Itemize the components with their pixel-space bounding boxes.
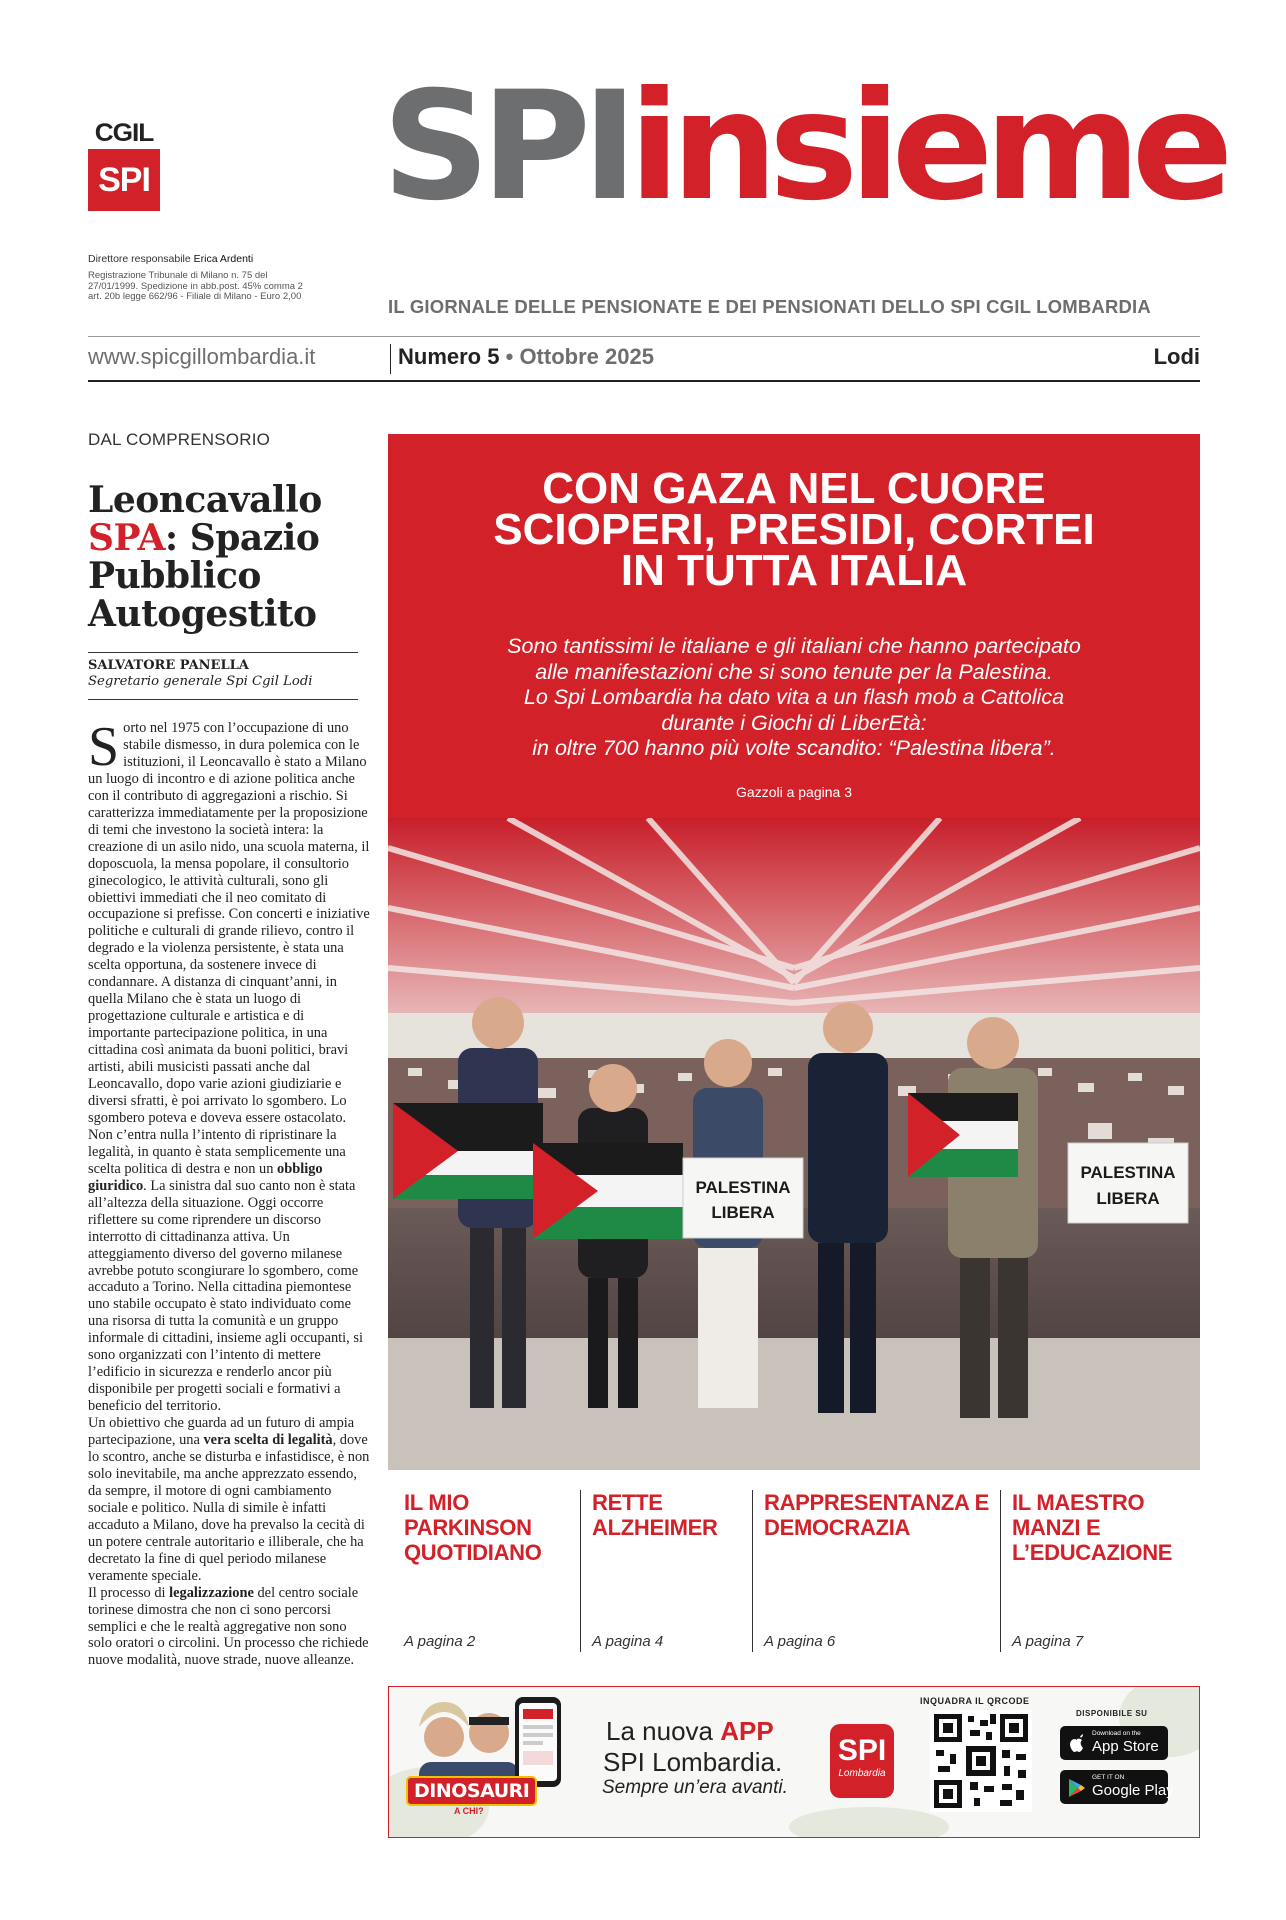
dinosauri-subtitle: A CHI?	[454, 1806, 484, 1816]
ad-headline-text: La nuova	[606, 1716, 713, 1746]
feature-sub-line: Lo Spi Lombardia ha dato vita a un flash mob a Cattolica	[523, 685, 1065, 709]
article-body	[88, 716, 370, 1669]
top-divider	[88, 336, 1200, 337]
googleplay-big-text: Google Play	[1092, 1782, 1174, 1799]
teaser-manzi[interactable]	[1012, 1490, 1200, 1652]
sign-text: PALESTINA	[695, 1178, 791, 1197]
issue-number: Numero 5	[398, 344, 500, 369]
body-text-3: Un obiettivo che guarda ad un futuro di ampia partecipazione, una	[88, 1415, 355, 1449]
spi-lombardia-app-icon	[830, 1724, 894, 1798]
teaser-divider	[1000, 1490, 1001, 1652]
google-play-button[interactable]	[1060, 1770, 1174, 1804]
issue-info	[398, 344, 654, 370]
ad-slogan: Sempre un’era avanti.	[602, 1777, 788, 1798]
edition-city: Lodi	[1153, 344, 1200, 369]
palestine-flag-right	[908, 1093, 1018, 1177]
teaser-title: IL MIO PARKINSON QUOTIDIANO	[404, 1490, 542, 1565]
feature-title-line: IN TUTTA ITALIA	[620, 546, 968, 595]
body-text-2: . La sinistra dal suo canto non è stata all’altezza della situazione. Oggi occorre riflettere su come riprendere un discorso interrotto di cittadinanza attiva. Un atteggiamento diverso del governo milanese avrebbe potuto scongiurare lo sgombero, come accaduto a Torino. Nella cittadina piemontese uno stabile occupato è stato individuato come una risorsa di tutta la comunità e un gruppo informale di cittadini, insieme agli occupanti, si sono organizzati con l’intento di mettere l’edificio in sicurezza e renderlo ancor più disponibile per progetti sociali e formativi a beneficio del territorio.	[88, 1177, 363, 1415]
feature-title-line: SCIOPERI, PRESIDI, CORTEI	[493, 505, 1095, 554]
article-headline	[88, 481, 378, 633]
author-rule-bottom	[88, 699, 358, 700]
title-spi: SPI	[382, 60, 629, 234]
feature-sub-line: durante i Giochi di LiberEtà:	[661, 710, 927, 735]
teaser-title: IL MAESTRO MANZI E L’EDUCAZIONE	[1012, 1490, 1173, 1565]
newspaper-title	[382, 60, 1225, 234]
body-bold-3: legalizzazione	[169, 1584, 254, 1601]
issue-date: Ottobre 2025	[519, 344, 654, 369]
logo-cgil-text: CGIL	[94, 119, 154, 147]
feature-sub-line: Sono tantissimi le italiane e gli italiani che hanno partecipato	[507, 634, 1081, 658]
headline-part2: : Spazio Pubblico Autogestito	[88, 517, 320, 635]
issue-separator	[390, 344, 391, 374]
tagline: IL GIORNALE DELLE PENSIONATE E DEI PENSIONATI DELLO SPI CGIL LOMBARDIA	[388, 296, 1151, 317]
body-text-5: Il processo di	[88, 1584, 166, 1601]
headline-red: SPA	[88, 517, 165, 559]
feature-title	[388, 464, 1200, 595]
appstore-big-text: App Store	[1092, 1738, 1159, 1755]
ad-app-name: SPI Lombardia.	[603, 1747, 783, 1777]
feature-photo	[388, 818, 1200, 1470]
teaser-title: RETTE ALZHEIMER	[592, 1490, 718, 1540]
director-label: Direttore responsabile	[88, 253, 191, 265]
body-text-1: orto nel 1975 con l’occupazione di uno stabile dismesso, in dura polemica con le istituzioni, il Leoncavallo è stato a Milano un luogo di incontro e di azione politica anche con il contributo di aggregazioni a rischio. Si caratterizza immediatamente per la proposizione di temi che investono la società intera: la creazione di un asilo nido, una scuola materna, il doposcuola, la mensa popolare, il consultorio ginecologico, le attività culturali, sono gli obiettivi immediati che il neo comitato di occupazione si prefisse. Con concerti e iniziative politiche e culturali di grande rilievo, contro il degrado e la violenza persistente, è stata una scelta opportuna, da sostenere invece di condannare. A distanza di cinquant’anni, in quella Milano che è stata un luogo di progettazione culturale e artistica e di importante partecipazione politica, in una cittadina così animata da buoni politici, bravi artisti, abili musicisti passati anche dal Leoncavallo, dopo varie azioni giudiziarie e diversi sfratti, è poi arrivato lo sgombero. Lo sgombero poteva e doveva essere ostacolato. Non c’entra nulla l’intento di ripristinare la legalità, in quanto è stata semplicemente una scelta politica di destra e non un	[88, 720, 370, 1177]
teaser-divider	[752, 1490, 753, 1652]
feature-subtitle	[388, 634, 1200, 762]
director-name: Erica Ardenti	[193, 253, 254, 265]
section-label: DAL COMPRENSORIO	[88, 430, 271, 449]
sign-text: PALESTINA	[1080, 1163, 1176, 1182]
body-bold-1: obbligo giuridico	[88, 1160, 323, 1194]
appstore-small-text: Download on the	[1092, 1730, 1141, 1737]
feature-sub-line: in oltre 700 hanno più volte scandito: “Palestina libera”.	[532, 736, 1056, 760]
teaser-page: A pagina 6	[764, 1633, 836, 1650]
qr-label: INQUADRA IL QRCODE	[920, 1696, 1030, 1706]
sign-text: LIBERA	[1096, 1189, 1160, 1208]
author-rule-top	[88, 652, 358, 653]
director-line	[88, 253, 253, 265]
drop-cap: S	[88, 716, 120, 778]
body-paragraph	[88, 1415, 370, 1585]
ad-headline	[606, 1716, 774, 1747]
teasers-row	[388, 1490, 1200, 1652]
googleplay-small-text: GET IT ON	[1092, 1774, 1125, 1781]
teaser-alzheimer[interactable]	[592, 1490, 732, 1652]
google-play-icon	[1068, 1778, 1086, 1803]
teaser-page: A pagina 4	[592, 1633, 664, 1650]
logo-spi-text: SPI	[88, 149, 160, 211]
body-text-6: del centro sociale torinese dimostra che non ci sono percorsi semplici e che le realtà aggregative non sono solo oratori o circolini. Un processo che richiede nuove modalità, nuove strade, nuove alleanze.	[88, 1584, 369, 1669]
app-store-button[interactable]	[1060, 1726, 1168, 1760]
registration-info: Registrazione Tribunale di Milano n. 75 del 27/01/1999. Spedizione in abb.post. 45% comma 2 art. 20b legge 662/96 - Filiale di Milano - Euro 2,00	[88, 270, 303, 302]
feature-title-line: CON GAZA NEL CUORE	[542, 464, 1046, 513]
title-insieme: insieme	[628, 60, 1225, 234]
palestine-flag-left	[393, 1103, 543, 1199]
dinosauri-badge: DINOSAURI	[406, 1776, 537, 1806]
teaser-rappresentanza[interactable]	[764, 1490, 994, 1652]
author-role: Segretario generale Spi Cgil Lodi	[88, 674, 313, 689]
cgil-spi-logo	[88, 120, 160, 211]
apple-icon	[1068, 1734, 1086, 1759]
ad-headline-app: APP	[720, 1716, 774, 1746]
qr-code-icon[interactable]	[930, 1710, 1032, 1812]
teaser-page: A pagina 2	[404, 1633, 476, 1650]
palestine-flag-mid	[533, 1143, 683, 1239]
article-author: SALVATORE PANELLA	[88, 658, 249, 673]
website-link[interactable]: www.spicgillombardia.it	[88, 344, 316, 369]
feature-page-reference: Gazzoli a pagina 3	[736, 784, 852, 800]
feature-sub-line: alle manifestazioni che si sono tenute per la Palestina.	[535, 659, 1053, 684]
teaser-parkinson[interactable]	[404, 1490, 564, 1652]
headline-part1: Leoncavallo	[88, 479, 322, 521]
body-paragraph	[88, 1585, 370, 1670]
bottom-divider	[88, 380, 1200, 382]
store-label: DISPONIBILE SU	[1076, 1709, 1148, 1718]
body-bold-2: vera scelta di legalità	[203, 1432, 333, 1449]
issue-bullet: •	[505, 344, 514, 369]
app-icon-spi: SPI	[837, 1734, 887, 1767]
sign-text: LIBERA	[711, 1203, 775, 1222]
teaser-title: RAPPRESENTANZA E DEMOCRAZIA	[764, 1490, 989, 1540]
body-text-4: , dove lo scontro, anche se disturba e infastidisce, è non solo inevitabile, ma anche apprezzato essendo, da sempre, il motore di ogni cambiamento sociale e politico. Nulla di simile è infatti accaduto a Milano, dove ha prevalso la cecità di un potere centrale autoritario e illiberale, che ha decretato la fine di quel periodo milanese veramente speciale.	[88, 1432, 370, 1584]
teaser-divider	[580, 1490, 581, 1652]
body-paragraph	[88, 716, 370, 1415]
teaser-page: A pagina 7	[1012, 1633, 1084, 1650]
app-icon-lombardia: Lombardia	[838, 1768, 886, 1779]
